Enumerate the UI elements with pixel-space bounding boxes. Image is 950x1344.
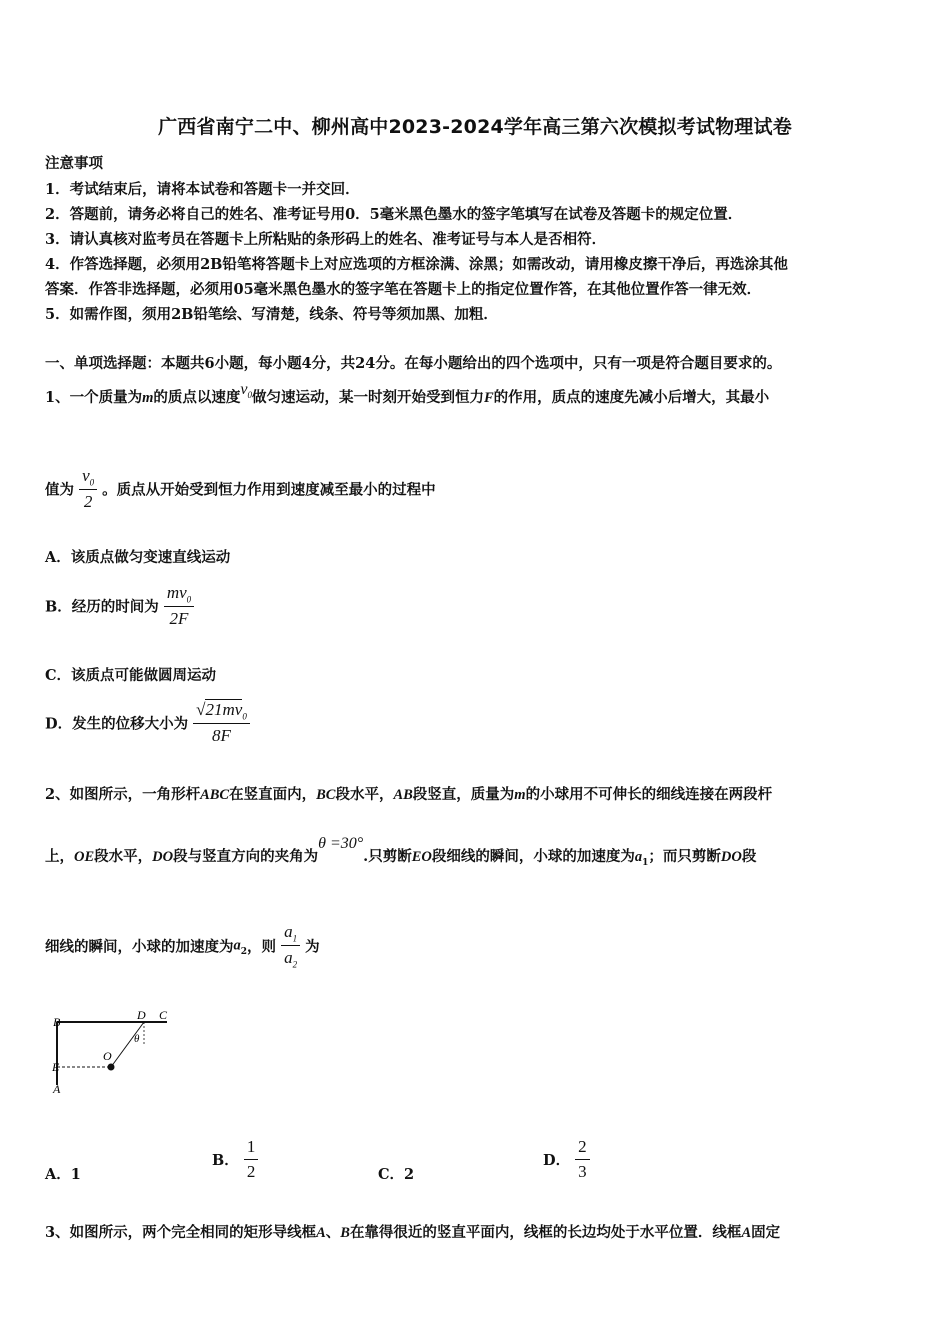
notice-item: 答案．作答非选择题，必须用05毫米黑色墨水的签字笔在答题卡上的指定位置作答，在其他位置作答一律无效．	[45, 281, 762, 298]
label-c: C	[159, 1008, 168, 1022]
notice-item: 4．作答选择题，必须用2B铅笔将答题卡上对应选项的方框涂满、涂黑；如需改动，请用橡皮擦干净后，再选涂其他	[45, 256, 788, 273]
q2-figure-angle-rod	[45, 1005, 185, 1100]
section-heading: 一、单项选择题：本题共6小题，每小题4分，共24分。在每小题给出的四个选项中，只有一项是符合题目要求的。	[45, 355, 782, 372]
q1-option-d: D．发生的位移大小为 $\frac{√21mv_0}{8F}$	[45, 700, 250, 746]
q2-option-d: D． $\frac{2}{3}$	[543, 1137, 590, 1182]
page-title: 广西省南宁二中、柳州高中2023-2024学年高三第六次模拟考试物理试卷	[158, 116, 792, 138]
q2-option-b: B． $\frac{1}{2}$	[212, 1137, 258, 1182]
notice-heading: 注意事项	[45, 155, 103, 172]
q2-stem-line1: 2、如图所示，一角形杆ABC在竖直面内，BC段水平，AB段竖直，质量为m的小球用不可伸长的细线连接在两段杆	[45, 786, 773, 803]
label-e: E	[52, 1060, 60, 1074]
notice-item: 2．答题前，请务必将自己的姓名、准考证号用0．5毫米黑色墨水的签字笔填写在试卷及答题卡的规定位置．	[45, 206, 743, 223]
q1-stem-line2: 值为 $\frac{v_0}{2}$ 。质点从开始受到恒力作用到速度减至最小的过程中	[45, 466, 436, 512]
q1-option-a: A．该质点做匀变速直线运动	[45, 549, 231, 566]
notice-item: 3．请认真核对监考员在答题卡上所粘贴的条形码上的姓名、准考证号与本人是否相符．	[45, 231, 607, 248]
notice-item: 1．考试结束后，请将本试卷和答题卡一并交回．	[45, 181, 360, 198]
q2-stem-line2: 上，OE段水平，DO段与竖直方向的夹角为θ =30°.只剪断EO段细线的瞬间，小球的加速度为$a_1$；而只剪断DO段	[45, 835, 757, 868]
q1-option-b: B．经历的时间为 $\frac{mv_0}{2F}$	[45, 583, 194, 629]
label-a: A	[53, 1082, 61, 1096]
label-o: O	[103, 1049, 112, 1063]
notice-item: 5．如需作图，须用2B铅笔绘、写清楚，线条、符号等须加黑、加粗．	[45, 306, 498, 323]
q1-option-c: C．该质点可能做圆周运动	[45, 667, 217, 684]
fraction-v0-over-2: $\frac{v_0}{2}$	[79, 466, 97, 512]
q2-stem-line3: 细线的瞬间，小球的加速度为$a_2$，则 $\frac{a_1}{a_2}$ 为	[45, 922, 320, 970]
q3-stem-line1: 3、如图所示，两个完全相同的矩形导线框A、B在靠得很近的竖直平面内，线框的长边均处于水平位置．线框A固定	[45, 1224, 781, 1241]
q1-stem-line1: 1、一个质量为m的质点以速度$v_0$做匀速运动，某一时刻开始受到恒力F的作用，质点的速度先减小后增大，其最小	[45, 381, 770, 406]
label-b: B	[53, 1015, 61, 1029]
ball	[108, 1064, 115, 1071]
label-d: D	[137, 1008, 146, 1022]
q2-option-c: C．2	[378, 1166, 415, 1183]
q2-option-a: A．1	[45, 1166, 81, 1183]
fraction-a1-over-a2: $\frac{a_1}{a_2}$	[281, 922, 300, 970]
label-theta: θ	[134, 1033, 140, 1045]
